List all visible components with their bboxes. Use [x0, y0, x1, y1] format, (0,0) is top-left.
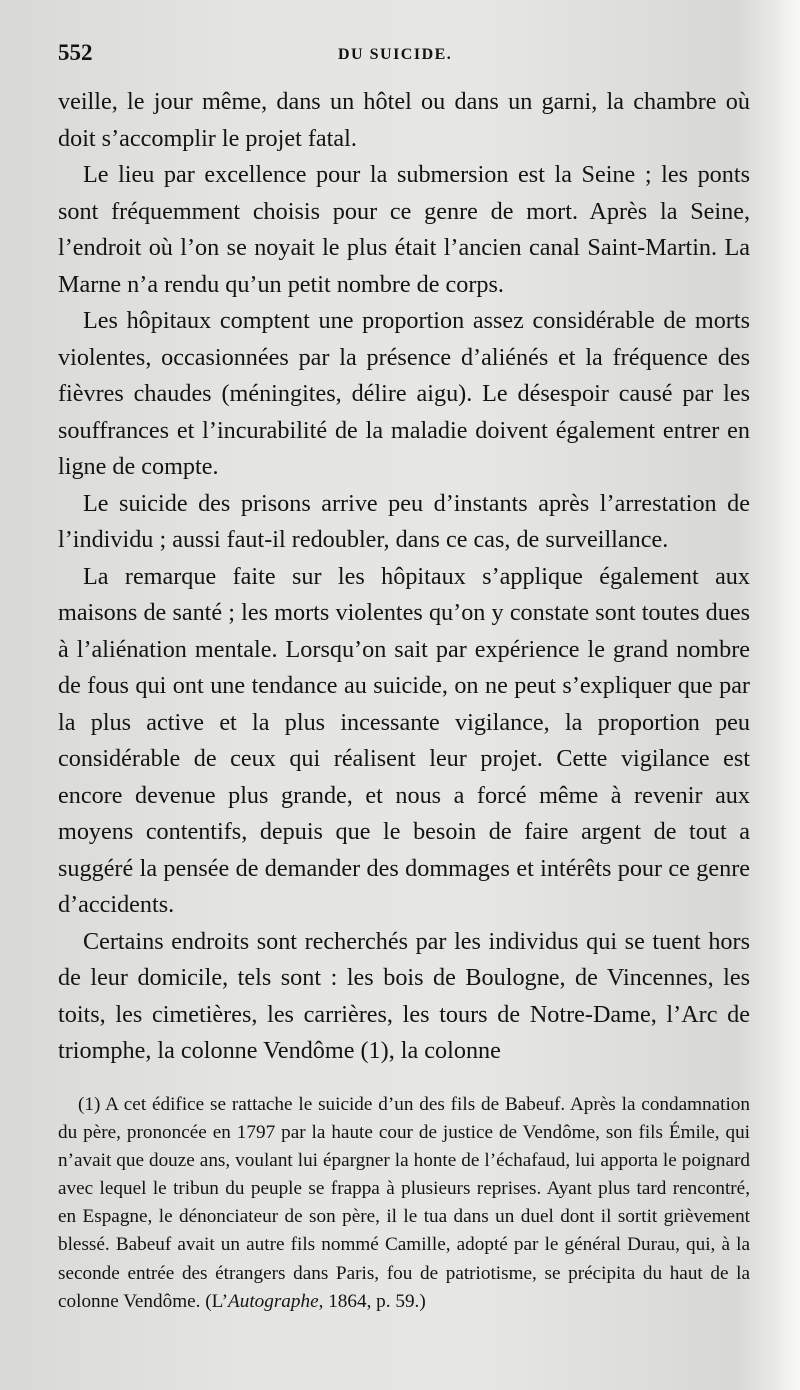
paragraph-endroits: Certains endroits sont recherchés par les individus qui se tuent hors de leur domicile, tels sont : les bois de Boulogne, de Vincennes, les toits, les cimetières, les carrières, les tours de Notre-Dame, l’Arc de triomphe, la colonne Vendôme (1), la colonne — [58, 927, 750, 1064]
footnote-source-close: , 1864, p. 59.) — [318, 1290, 426, 1312]
footnote — [58, 1091, 750, 1316]
footnote-paragraph — [58, 1091, 750, 1316]
paragraph-prisons: Le suicide des prisons arrive peu d’instants après l’arrestation de l’individu ; aussi faut-il redoubler, dans ce cas, de surveillance. — [58, 489, 750, 553]
page-header — [58, 40, 748, 74]
footnote-text: (1) A cet édifice se rattache le suicide d’un des fils de Babeuf. Après la condamnation du père, prononcée en 1797 par la haute cour de justice de Vendôme, son fils Émile, qui n’avait que douze ans, voulant lui épargner la honte de l’échafaud, lui apporta le poignard avec lequel le tribun du peuple se frappa à plusieurs reprises. Ayant plus tard rencontré, en Espagne, le dénonciateur de son père, il le tua dans un duel dont il sortit grièvement blessé. Babeuf avait un autre fils nommé Camille, adopté par le général Durau, qui, à la seconde entrée des étrangers dans Paris, fou de patriotisme, se précipita du haut de la colonne Vendôme. — [58, 1094, 750, 1312]
paragraph-maisons-de-sante: La remarque faite sur les hôpitaux s’applique également aux maisons de santé ; les morts violentes qu’on y constate sont toutes dues à l’aliénation mentale. Lorsqu’on sait par expérience le grand nombre de fous qui ont une tendance au suicide, on ne peut s’expliquer que par la plus active et la plus incessante vigilance, la proportion peu considérable de ceux qui réalisent leur projet. Cette vigilance est encore devenue plus grande, et nous a forcé même à revenir aux moyens contentifs, depuis que le besoin de faire argent de tout a suggéré la pensée de demander des dommages et intérêts pour ce genre d’accidents. — [58, 562, 750, 918]
running-title: DU SUICIDE. — [338, 46, 453, 63]
body-text — [58, 84, 750, 1070]
footnote-source-title: Autographe — [228, 1290, 319, 1312]
page-number: 552 — [58, 40, 93, 65]
paragraph-continuation: veille, le jour même, dans un hôtel ou dans un garni, la chambre où doit s’accomplir le projet fatal. — [58, 88, 750, 152]
footnote-source-open: (L’ — [200, 1290, 228, 1312]
page-edge — [778, 0, 800, 1390]
paragraph-seine: Le lieu par excellence pour la submersion est la Seine ; les ponts sont fréquemment choisis pour ce genre de mort. Après la Seine, l’endroit où l’on se noyait le plus était l’ancien canal Saint-Martin. La Marne n’a rendu qu’un petit nombre de corps. — [58, 161, 750, 298]
paragraph-hopitaux: Les hôpitaux comptent une proportion assez considérable de morts violentes, occasionnées par la présence d’aliénés et la fréquence des fièvres chaudes (méningites, délire aigu). Le désespoir causé par les souffrances et l’incurabilité de la maladie doivent également entrer en ligne de compte. — [58, 307, 750, 480]
